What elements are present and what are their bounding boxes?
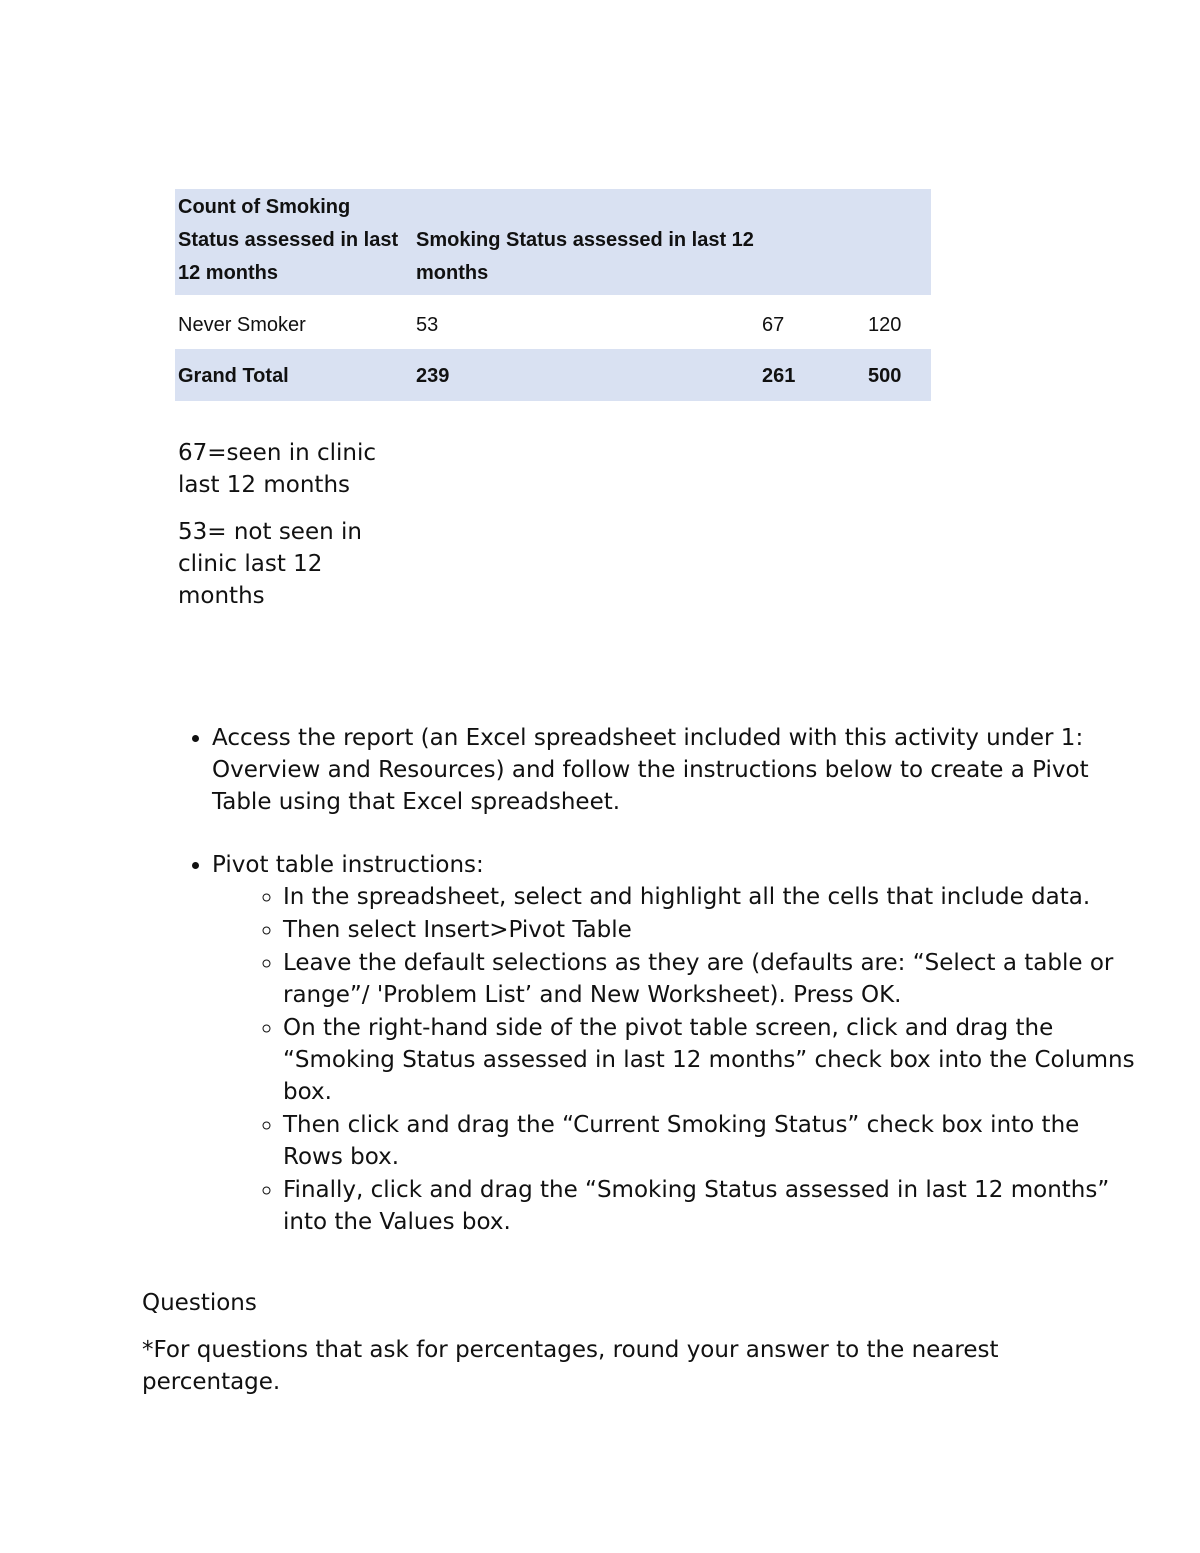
table-row <box>175 295 931 350</box>
instruction-list <box>140 722 1142 1239</box>
grand-total-row <box>175 350 931 401</box>
list-item-pivot-instructions <box>212 849 1142 1238</box>
list-item: ◦ In the spreadsheet, select and highlight all the cells that include data. <box>283 881 1142 913</box>
cell-value: 53 <box>413 295 759 350</box>
list-item: ◦ Then select Insert>Pivot Table <box>283 914 1142 946</box>
row-label-header: Count of Smoking Status assessed in last 12 months <box>175 189 413 295</box>
grand-total-value: 261 <box>759 350 865 401</box>
list-item: ◦ Leave the default selections as they are (defaults are: “Select a table or range”/ 'Problem List’ and New Worksheet). Press OK. <box>283 947 1142 1011</box>
questions-heading: Questions <box>142 1290 257 1316</box>
grand-total-label: Grand Total <box>175 350 413 401</box>
note-not-seen-in-clinic: 53= not seen in clinic last 12 months <box>178 519 362 609</box>
list-item-access-report: • Access the report (an Excel spreadsheet included with this activity under 1: Overview and Resources) and follow the instructions below to create a Pivot Table using that Excel spreadsheet. <box>212 722 1142 818</box>
pivot-instructions-title: Pivot table instructions: <box>212 852 484 878</box>
list-item: ◦ Then click and drag the “Current Smoking Status” check box into the Rows box. <box>283 1109 1142 1173</box>
note-seen-in-clinic: 67=seen in clinic last 12 months <box>178 440 377 498</box>
grand-total-sum: 500 <box>865 350 931 401</box>
pivot-table <box>175 189 931 401</box>
column-label-header: Smoking Status assessed in last 12 months <box>413 189 759 295</box>
rounding-note: *For questions that ask for percentages, round your answer to the nearest percentage. <box>142 1337 999 1395</box>
list-item: ◦ On the right-hand side of the pivot table screen, click and drag the “Smoking Status assessed in last 12 months” check box into the Columns box. <box>283 1012 1142 1108</box>
pivot-steps-list <box>212 881 1142 1238</box>
header-empty-cell <box>759 189 865 295</box>
row-label: Never Smoker <box>175 295 413 350</box>
pivot-header-row <box>175 189 931 295</box>
row-total: 120 <box>865 295 931 350</box>
list-item: ◦ Finally, click and drag the “Smoking Status assessed in last 12 months” into the Values box. <box>283 1174 1142 1238</box>
header-empty-cell <box>865 189 931 295</box>
cell-value: 67 <box>759 295 865 350</box>
grand-total-value: 239 <box>413 350 759 401</box>
